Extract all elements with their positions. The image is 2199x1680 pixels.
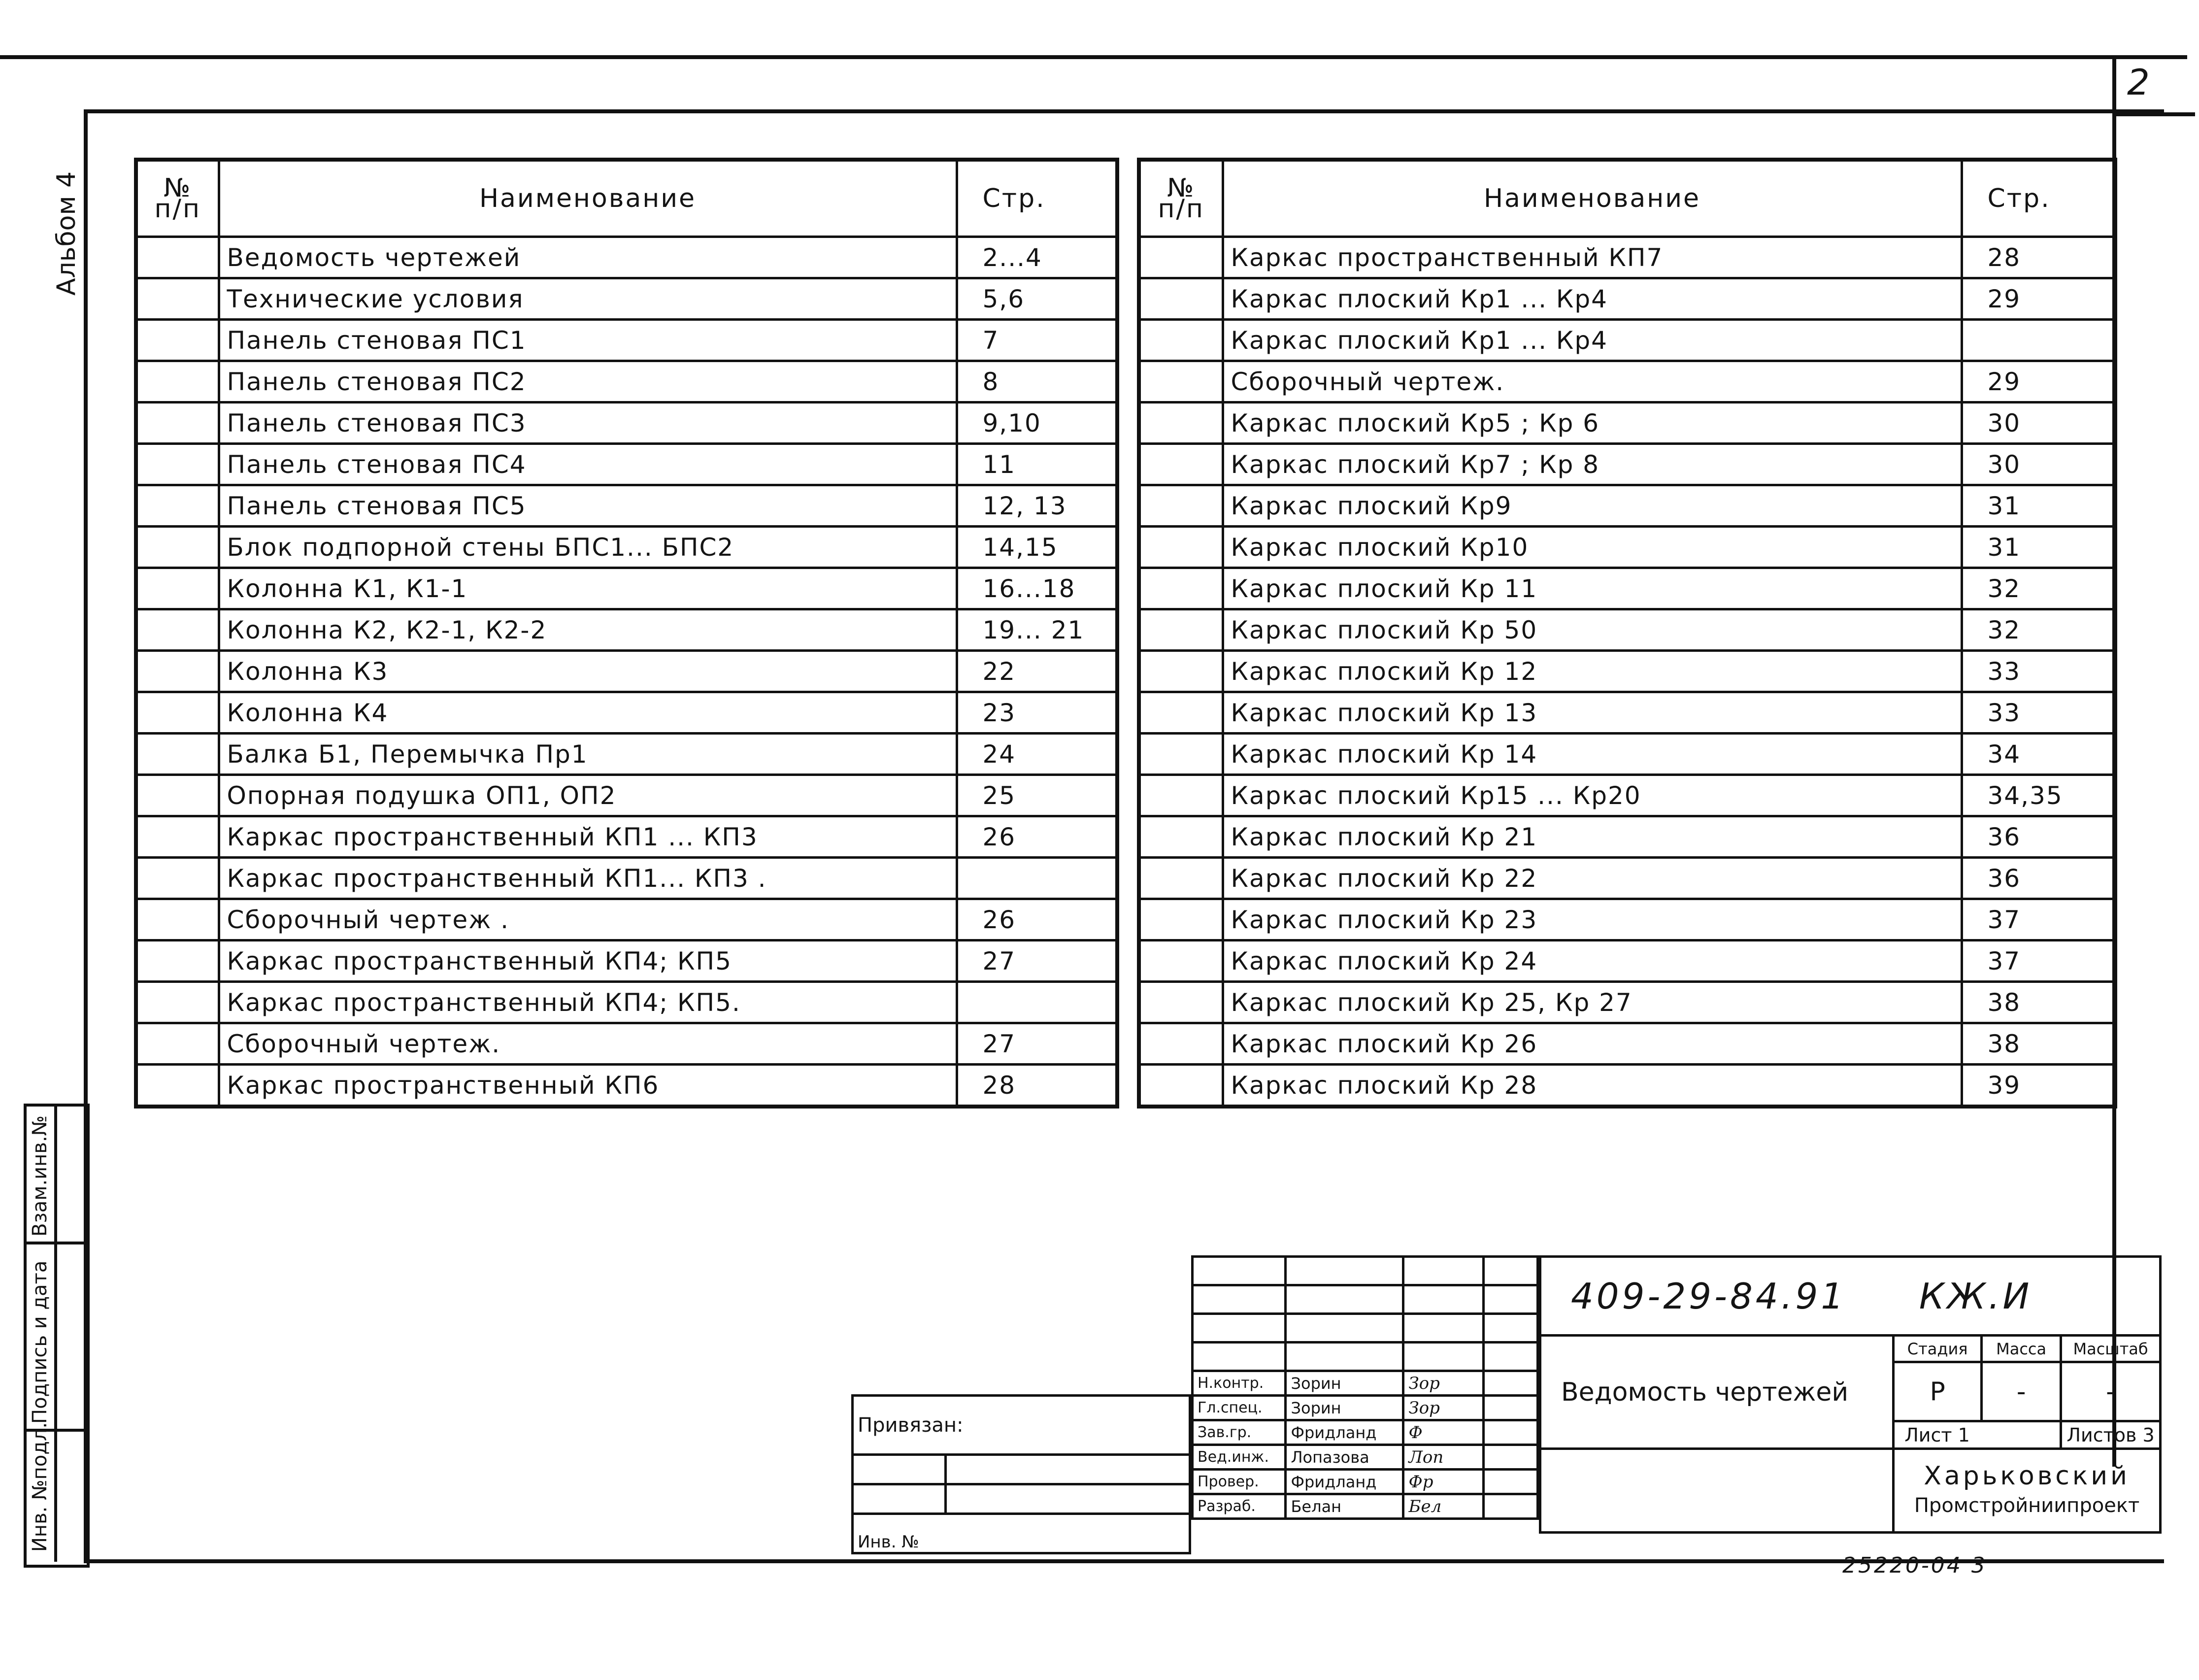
- side-label-podpis-data: Подпись и дата: [29, 1260, 51, 1424]
- table-row: [1139, 941, 2115, 982]
- row-num-cell: [136, 982, 219, 1023]
- signer-signature: Фр: [1403, 1470, 1483, 1494]
- row-num-cell: [136, 775, 219, 816]
- row-page-cell: 27: [957, 941, 1117, 982]
- row-name-cell: Панель стеновая ПС4: [219, 444, 957, 485]
- table-row: [1139, 527, 2115, 568]
- row-page-cell: 38: [1962, 982, 2115, 1023]
- row-page-cell: 24: [957, 734, 1117, 775]
- row-name-cell: Каркас пространственный КП4; КП5: [219, 941, 957, 982]
- header-page: Стр.: [957, 160, 1117, 237]
- org-line-2: Промстройниипроект: [1914, 1494, 2140, 1517]
- row-num-cell: [136, 237, 219, 278]
- row-num-cell: [1139, 320, 1223, 361]
- row-num-cell: [1139, 527, 1223, 568]
- signer-name: Лопазова: [1286, 1445, 1403, 1470]
- row-page-cell: 39: [1962, 1065, 2115, 1107]
- table-row: [1139, 485, 2115, 527]
- row-name-cell: Каркас плоский Кр 24: [1223, 941, 1962, 982]
- row-page-cell: 12, 13: [957, 485, 1117, 527]
- signer-name: Зорин: [1286, 1396, 1403, 1420]
- row-num-cell: [136, 485, 219, 527]
- table-row: [1139, 692, 2115, 734]
- row-num-cell: [1139, 1023, 1223, 1065]
- empty-cell: [1403, 1285, 1483, 1314]
- row-name-cell: Панель стеновая ПС1: [219, 320, 957, 361]
- table-row: [1139, 444, 2115, 485]
- main-title-block: [1539, 1255, 2162, 1534]
- table-row: [136, 568, 1117, 609]
- row-num-cell: [136, 609, 219, 651]
- signer-role: Провер.: [1193, 1470, 1286, 1494]
- empty-cell: [1483, 1285, 1537, 1314]
- table-row: [136, 237, 1117, 278]
- footer-code: 25220-04 3: [1842, 1553, 1987, 1578]
- row-num-cell: [136, 1065, 219, 1107]
- album-label: Альбом 4: [52, 171, 81, 296]
- row-page-cell: 26: [957, 816, 1117, 858]
- empty-cell: [1193, 1285, 1286, 1314]
- row-num-cell: [1139, 899, 1223, 941]
- row-page-cell: 2...4: [957, 237, 1117, 278]
- header-num: [136, 160, 219, 237]
- signer-role: Разраб.: [1193, 1494, 1286, 1519]
- header-num: [1139, 160, 1223, 237]
- signer-row: [1193, 1445, 1538, 1470]
- row-num-cell: [1139, 609, 1223, 651]
- signer-signature: Ф: [1403, 1420, 1483, 1445]
- row-page-cell: 7: [957, 320, 1117, 361]
- row-name-cell: Каркас плоский Кр7 ; Кр 8: [1223, 444, 1962, 485]
- signatures-block: [1191, 1255, 1539, 1520]
- table-row: [1139, 734, 2115, 775]
- table-row: [1139, 816, 2115, 858]
- row-page-cell: 29: [1962, 361, 2115, 403]
- row-num-cell: [1139, 692, 1223, 734]
- row-name-cell: Каркас плоский Кр 21: [1223, 816, 1962, 858]
- table-row: [136, 651, 1117, 692]
- organization-cell: [1894, 1449, 2161, 1533]
- row-page-cell: 32: [1962, 568, 2115, 609]
- table-row: [1139, 775, 2115, 816]
- row-num-cell: [136, 361, 219, 403]
- sheet-label: Лист 1: [1894, 1421, 2061, 1449]
- table-row: [136, 320, 1117, 361]
- table-row: [1139, 568, 2115, 609]
- row-name-cell: Каркас плоский Кр5 ; Кр 6: [1223, 403, 1962, 444]
- row-page-cell: 28: [957, 1065, 1117, 1107]
- table-row: [136, 444, 1117, 485]
- row-num-cell: [136, 816, 219, 858]
- table-row: [136, 609, 1117, 651]
- row-num-cell: [136, 527, 219, 568]
- row-num-cell: [1139, 361, 1223, 403]
- empty-cell: [1483, 1420, 1537, 1445]
- signer-row: [1193, 1396, 1538, 1420]
- side-strip-vline: [54, 1104, 57, 1562]
- row-name-cell: Каркас плоский Кр9: [1223, 485, 1962, 527]
- header-num-text: № п/п: [154, 173, 201, 224]
- row-page-cell: 28: [1962, 237, 2115, 278]
- row-page-cell: 37: [1962, 899, 2115, 941]
- row-num-cell: [1139, 1065, 1223, 1107]
- row-page-cell: 29: [1962, 278, 2115, 320]
- row-name-cell: Панель стеновая ПС3: [219, 403, 957, 444]
- table-row: [1139, 1023, 2115, 1065]
- row-num-cell: [136, 1023, 219, 1065]
- row-num-cell: [1139, 444, 1223, 485]
- signer-role: Гл.спец.: [1193, 1396, 1286, 1420]
- row-page-cell: 34,35: [1962, 775, 2115, 816]
- table-row: [1139, 361, 2115, 403]
- empty-cell: [1193, 1257, 1286, 1285]
- sheets-label: Листов 3: [2061, 1421, 2161, 1449]
- side-label-vzam-inv: Взам.инв.№: [29, 1115, 51, 1237]
- row-num-cell: [136, 941, 219, 982]
- signer-name: Фридланд: [1286, 1420, 1403, 1445]
- empty-cell: [1403, 1343, 1483, 1371]
- row-name-cell: Каркас пространственный КП1... КП3 .: [219, 858, 957, 899]
- row-page-cell: 19... 21: [957, 609, 1117, 651]
- row-name-cell: Каркас плоский Кр 12: [1223, 651, 1962, 692]
- row-num-cell: [1139, 651, 1223, 692]
- row-page-cell: 27: [957, 1023, 1117, 1065]
- empty-cell: [945, 1484, 1190, 1514]
- row-num-cell: [136, 403, 219, 444]
- table-row: [1139, 858, 2115, 899]
- row-name-cell: Каркас пространственный КП4; КП5.: [219, 982, 957, 1023]
- row-name-cell: Колонна К1, К1-1: [219, 568, 957, 609]
- doc-code-cell: [1540, 1257, 2161, 1336]
- sheet-number-box: [2112, 55, 2195, 116]
- row-num-cell: [136, 568, 219, 609]
- row-page-cell: [957, 858, 1117, 899]
- signer-role: Зав.гр.: [1193, 1420, 1286, 1445]
- table-row: [136, 775, 1117, 816]
- signer-signature: Бел: [1403, 1494, 1483, 1519]
- stage-value: Р: [1894, 1362, 1982, 1421]
- row-name-cell: Технические условия: [219, 278, 957, 320]
- row-name-cell: Опорная подушка ОП1, ОП2: [219, 775, 957, 816]
- row-num-cell: [1139, 237, 1223, 278]
- row-num-cell: [136, 278, 219, 320]
- table-row: [136, 1065, 1117, 1107]
- table-row: [1139, 651, 2115, 692]
- row-num-cell: [1139, 816, 1223, 858]
- row-name-cell: Каркас плоский Кр 50: [1223, 609, 1962, 651]
- row-page-cell: 30: [1962, 444, 2115, 485]
- table-row: [1139, 320, 2115, 361]
- row-page-cell: 36: [1962, 816, 2115, 858]
- row-name-cell: Панель стеновая ПС2: [219, 361, 957, 403]
- table-row: [136, 403, 1117, 444]
- empty-cell: [945, 1455, 1190, 1484]
- row-page-cell: 23: [957, 692, 1117, 734]
- empty-cell: [1483, 1396, 1537, 1420]
- empty-cell: [1483, 1371, 1537, 1396]
- row-page-cell: 31: [1962, 485, 2115, 527]
- row-name-cell: Сборочный чертеж.: [1223, 361, 1962, 403]
- header-name: Наименование: [1223, 160, 1962, 237]
- row-page-cell: 37: [1962, 941, 2115, 982]
- row-name-cell: Каркас плоский Кр 11: [1223, 568, 1962, 609]
- signer-name: Фридланд: [1286, 1470, 1403, 1494]
- privyazan-block: [851, 1394, 1191, 1554]
- table-row: [136, 278, 1117, 320]
- doc-code: 409-29-84.91: [1571, 1275, 1847, 1317]
- table-row: [1139, 609, 2115, 651]
- doc-title: Ведомость чертежей: [1540, 1336, 1894, 1449]
- row-name-cell: Сборочный чертеж .: [219, 899, 957, 941]
- table-header-row: [1139, 160, 2115, 237]
- row-num-cell: [1139, 278, 1223, 320]
- signer-row: [1193, 1470, 1538, 1494]
- row-page-cell: 30: [1962, 403, 2115, 444]
- scale-label: Масштаб: [2061, 1336, 2161, 1362]
- row-num-cell: [1139, 982, 1223, 1023]
- table-row: [1139, 278, 2115, 320]
- signer-row: [1193, 1494, 1538, 1519]
- table-row: [1139, 237, 2115, 278]
- side-label-inv-podl: Инв. №подл.: [29, 1422, 51, 1552]
- row-page-cell: 33: [1962, 651, 2115, 692]
- scale-value: -: [2061, 1362, 2161, 1421]
- row-num-cell: [1139, 775, 1223, 816]
- table-row: [136, 982, 1117, 1023]
- table-row: [1139, 1065, 2115, 1107]
- empty-cell: [1483, 1470, 1537, 1494]
- row-name-cell: Каркас плоский Кр 28: [1223, 1065, 1962, 1107]
- empty-cell: [1540, 1449, 1894, 1533]
- row-name-cell: Каркас плоский Кр1 ... Кр4: [1223, 320, 1962, 361]
- row-name-cell: Каркас плоский Кр 13: [1223, 692, 1962, 734]
- signer-row: [1193, 1371, 1538, 1396]
- row-page-cell: 33: [1962, 692, 2115, 734]
- table-row: [1139, 982, 2115, 1023]
- empty-cell: [1286, 1343, 1403, 1371]
- empty-cell: [1193, 1314, 1286, 1343]
- row-name-cell: Каркас пространственный КП7: [1223, 237, 1962, 278]
- row-num-cell: [136, 734, 219, 775]
- row-name-cell: Колонна К4: [219, 692, 957, 734]
- row-num-cell: [136, 651, 219, 692]
- row-name-cell: Колонна К3: [219, 651, 957, 692]
- header-page: Стр.: [1962, 160, 2115, 237]
- row-page-cell: 38: [1962, 1023, 2115, 1065]
- row-name-cell: Сборочный чертеж.: [219, 1023, 957, 1065]
- row-page-cell: 36: [1962, 858, 2115, 899]
- row-name-cell: Каркас плоский Кр1 ... Кр4: [1223, 278, 1962, 320]
- table-row: [1139, 899, 2115, 941]
- row-name-cell: Каркас плоский Кр10: [1223, 527, 1962, 568]
- signer-signature: Лоп: [1403, 1445, 1483, 1470]
- side-strip-divider: [24, 1242, 84, 1244]
- signer-signature: Зор: [1403, 1396, 1483, 1420]
- row-page-cell: 5,6: [957, 278, 1117, 320]
- empty-cell: [1286, 1257, 1403, 1285]
- empty-cell: [1483, 1494, 1537, 1519]
- row-num-cell: [1139, 941, 1223, 982]
- row-num-cell: [1139, 403, 1223, 444]
- row-page-cell: [1962, 320, 2115, 361]
- row-page-cell: [957, 982, 1117, 1023]
- signer-role: Н.контр.: [1193, 1371, 1286, 1396]
- signer-role: Вед.инж.: [1193, 1445, 1286, 1470]
- row-name-cell: Каркас плоский Кр 23: [1223, 899, 1962, 941]
- row-num-cell: [1139, 858, 1223, 899]
- table-row: [136, 1023, 1117, 1065]
- empty-cell: [1483, 1445, 1537, 1470]
- row-name-cell: Колонна К2, К2-1, К2-2: [219, 609, 957, 651]
- row-page-cell: 14,15: [957, 527, 1117, 568]
- table-row: [136, 485, 1117, 527]
- drawings-list-table-right: [1137, 158, 2117, 1109]
- row-name-cell: Каркас плоский Кр15 ... Кр20: [1223, 775, 1962, 816]
- header-name: Наименование: [219, 160, 957, 237]
- empty-cell: [1483, 1343, 1537, 1371]
- empty-cell: [1286, 1285, 1403, 1314]
- empty-cell: [853, 1455, 946, 1484]
- row-num-cell: [136, 444, 219, 485]
- table-row: [1139, 403, 2115, 444]
- table-row: [136, 734, 1117, 775]
- empty-cell: [1403, 1257, 1483, 1285]
- empty-cell: [1403, 1314, 1483, 1343]
- mass-label: Масса: [1982, 1336, 2061, 1362]
- row-page-cell: 16...18: [957, 568, 1117, 609]
- mass-value: -: [1982, 1362, 2061, 1421]
- row-num-cell: [136, 858, 219, 899]
- table-header-row: [136, 160, 1117, 237]
- row-page-cell: 26: [957, 899, 1117, 941]
- row-name-cell: Блок подпорной стены БПС1... БПС2: [219, 527, 957, 568]
- header-num-text: № п/п: [1158, 173, 1204, 224]
- row-num-cell: [1139, 734, 1223, 775]
- row-page-cell: 11: [957, 444, 1117, 485]
- empty-cell: [853, 1484, 946, 1514]
- row-num-cell: [1139, 485, 1223, 527]
- sheet-number: 2: [2127, 62, 2150, 103]
- row-name-cell: Каркас плоский Кр 14: [1223, 734, 1962, 775]
- table-row: [136, 899, 1117, 941]
- row-name-cell: Каркас плоский Кр 25, Кр 27: [1223, 982, 1962, 1023]
- table-row: [136, 816, 1117, 858]
- row-num-cell: [136, 692, 219, 734]
- row-name-cell: Каркас плоский Кр 26: [1223, 1023, 1962, 1065]
- table-row: [136, 941, 1117, 982]
- signer-row: [1193, 1420, 1538, 1445]
- row-page-cell: 32: [1962, 609, 2115, 651]
- row-name-cell: Балка Б1, Перемычка Пр1: [219, 734, 957, 775]
- row-name-cell: Ведомость чертежей: [219, 237, 957, 278]
- signer-signature: Зор: [1403, 1371, 1483, 1396]
- org-line-1: Харьковский: [1924, 1461, 2130, 1491]
- empty-cell: [1286, 1314, 1403, 1343]
- row-page-cell: 22: [957, 651, 1117, 692]
- row-page-cell: 34: [1962, 734, 2115, 775]
- drawings-list-table-left: [134, 158, 1119, 1109]
- signer-name: Белан: [1286, 1494, 1403, 1519]
- empty-cell: [1483, 1257, 1537, 1285]
- row-name-cell: Каркас пространственный КП6: [219, 1065, 957, 1107]
- stage-label: Стадия: [1894, 1336, 1982, 1362]
- row-num-cell: [1139, 568, 1223, 609]
- privyazan-label: Привязан:: [853, 1396, 1190, 1455]
- row-page-cell: 9,10: [957, 403, 1117, 444]
- row-num-cell: [136, 899, 219, 941]
- row-name-cell: Каркас пространственный КП1 ... КП3: [219, 816, 957, 858]
- row-name-cell: Каркас плоский Кр 22: [1223, 858, 1962, 899]
- inv-no-label: Инв. №: [853, 1514, 1190, 1553]
- row-page-cell: 8: [957, 361, 1117, 403]
- row-name-cell: Панель стеновая ПС5: [219, 485, 957, 527]
- row-page-cell: 31: [1962, 527, 2115, 568]
- empty-cell: [1483, 1314, 1537, 1343]
- signer-name: Зорин: [1286, 1371, 1403, 1396]
- row-page-cell: 25: [957, 775, 1117, 816]
- table-row: [136, 361, 1117, 403]
- row-num-cell: [136, 320, 219, 361]
- table-row: [136, 692, 1117, 734]
- table-row: [136, 527, 1117, 568]
- doc-mark: КЖ.И: [1919, 1275, 2032, 1317]
- table-row: [136, 858, 1117, 899]
- empty-cell: [1193, 1343, 1286, 1371]
